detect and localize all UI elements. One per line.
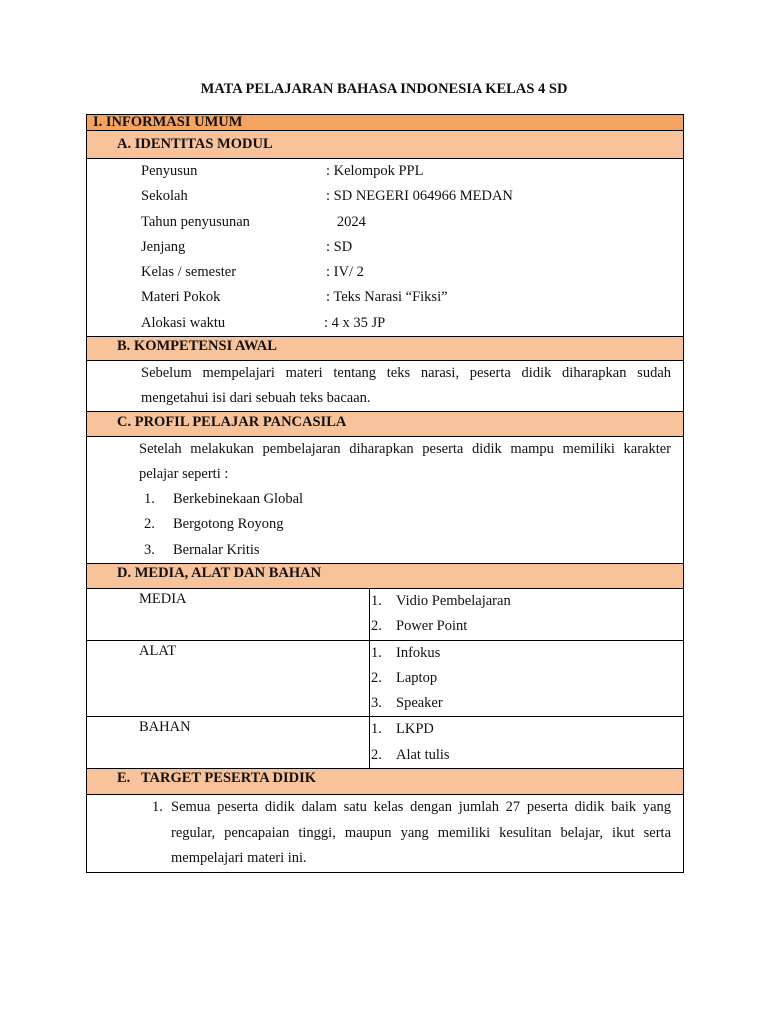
- identitas-row: [87, 235, 683, 260]
- profil-list: [87, 487, 683, 563]
- kompetensi-body: [87, 361, 684, 412]
- identitas-key: Jenjang: [141, 238, 186, 255]
- identitas-key: Penyusun: [141, 163, 198, 179]
- list-item: 2. Bergotong Royong: [87, 512, 683, 537]
- identitas-row: [87, 311, 683, 336]
- heading-kompetensi-label: B. KOMPETENSI AWAL: [117, 338, 277, 355]
- alat-group-label: ALAT: [87, 640, 370, 717]
- heading-identitas-label: A. IDENTITAS MODUL: [117, 136, 273, 152]
- list-item: 3. Bernalar Kritis: [87, 538, 683, 563]
- profil-item-label: Bergotong Royong: [173, 516, 284, 533]
- identitas-body: [87, 159, 684, 337]
- heading-target-peserta: [87, 769, 684, 795]
- identitas-key: Tahun penyusunan: [141, 213, 250, 230]
- module-info-table: [86, 114, 684, 873]
- heading-target-label: E. TARGET PESERTA DIDIK: [117, 770, 317, 787]
- identitas-key: Kelas / semester: [141, 264, 237, 281]
- identitas-row: [87, 184, 683, 209]
- kompetensi-text: Sebelum mempelajari materi tentang teks narasi, peserta didik diharapkan sudah mengetahui isi dari sebuah teks bacaan.: [141, 365, 672, 407]
- identitas-value: : IV/ 2: [326, 264, 364, 281]
- identitas-value: : SD NEGERI 064966 MEDAN: [326, 188, 513, 205]
- bahan-group-items: [370, 717, 684, 769]
- target-item-text: Semua peserta didik dalam satu kelas dengan jumlah 27 peserta didik baik yang regular, pencapaian tinggi, maupun yang memiliki kesulitan belajar, ikut serta mempelajari materi ini.: [171, 799, 672, 867]
- bahan-group-label: BAHAN: [87, 717, 370, 769]
- heading-profil-label: C. PROFIL PELAJAR PANCASILA: [117, 414, 347, 431]
- heading-identitas-modul: [87, 131, 684, 159]
- list-item: 1. Semua peserta didik dalam satu kelas dengan jumlah 27 peserta didik baik yang regular, pencapaian tinggi, maupun yang memiliki kesulitan belajar, ikut serta mempelajari materi ini.: [152, 795, 671, 872]
- identitas-value: : Kelompok PPL: [326, 163, 424, 179]
- identitas-key: Alokasi waktu: [141, 314, 226, 331]
- document-title: MATA PELAJARAN BAHASA INDONESIA KELAS 4 SD: [200, 81, 568, 97]
- target-body: [87, 795, 684, 873]
- list-item: 1. LKPD: [371, 721, 434, 738]
- list-item: 3. Speaker: [371, 695, 443, 712]
- profil-item-label: Bernalar Kritis: [173, 541, 260, 558]
- list-item: 2. Alat tulis: [371, 746, 450, 763]
- identitas-value: : 4 x 35 JP: [324, 314, 386, 331]
- profil-body: [87, 437, 684, 564]
- profil-text: Setelah melakukan pembelajaran diharapkan peserta didik mampu memiliki karakter pelajar seperti :: [139, 441, 672, 483]
- identitas-value: : SD: [326, 238, 353, 255]
- identitas-row: [87, 260, 683, 285]
- media-group-label: MEDIA: [87, 588, 370, 640]
- media-group-items: [370, 588, 684, 640]
- heading-media-label: D. MEDIA, ALAT DAN BAHAN: [117, 564, 322, 581]
- heading-media-alat-bahan: [87, 563, 684, 588]
- identitas-key: Materi Pokok: [141, 289, 221, 306]
- identitas-key: Sekolah: [141, 188, 188, 205]
- identitas-row: [87, 210, 683, 235]
- heading-kompetensi-awal: [87, 337, 684, 361]
- profil-item-label: Berkebinekaan Global: [173, 491, 304, 508]
- identitas-value: : Teks Narasi “Fiksi”: [326, 289, 448, 306]
- list-item: 2. Power Point: [371, 618, 468, 635]
- identitas-value: 2024: [326, 213, 366, 230]
- heading-profil-pancasila: [87, 412, 684, 437]
- list-item: 1. Berkebinekaan Global: [87, 487, 683, 512]
- list-item: 2. Laptop: [371, 669, 438, 686]
- identitas-row: [87, 159, 683, 184]
- alat-group-items: [370, 640, 684, 717]
- list-item: 1. Vidio Pembelajaran: [371, 592, 511, 609]
- section-informasi-umum: I. INFORMASI UMUM: [87, 115, 684, 131]
- list-item: 1. Infokus: [371, 644, 441, 661]
- identitas-row: [87, 285, 683, 310]
